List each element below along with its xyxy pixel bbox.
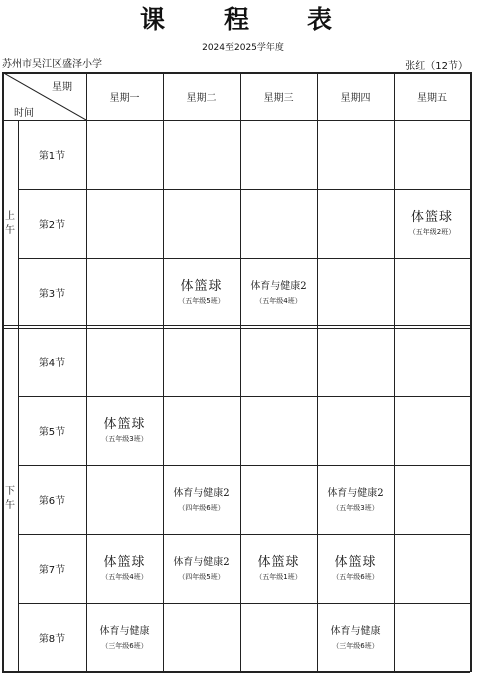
- lesson-class: （五年级4班）: [255, 297, 302, 305]
- lesson-cell: [163, 465, 240, 534]
- lesson-cell: [317, 534, 394, 603]
- empty-cell: [394, 258, 470, 327]
- lesson-cell: [86, 534, 163, 603]
- day-header: 星期二: [186, 92, 217, 104]
- period-label: 第6节: [38, 496, 66, 507]
- empty-cell: [240, 603, 317, 671]
- lesson-class: （五年级3班）: [101, 435, 148, 443]
- period-label: 第8节: [38, 633, 66, 645]
- empty-cell: [317, 258, 394, 327]
- lesson-subject: 体篮球: [257, 555, 300, 570]
- period-label: 第5节: [38, 427, 66, 438]
- lesson-cell: [163, 258, 240, 327]
- empty-cell: [394, 465, 470, 534]
- day-header: 星期五: [417, 92, 447, 104]
- lesson-cell: [163, 534, 240, 603]
- lesson-class: （五年级1班）: [255, 573, 302, 581]
- lesson-class: （五年级5班）: [178, 297, 225, 305]
- session-label-morning: 上 午: [5, 210, 15, 236]
- lesson-cell: [317, 603, 394, 671]
- title-char: 程: [224, 5, 251, 34]
- lesson-class: （五年级6班）: [332, 573, 379, 581]
- school-year: 2024至2025学年度: [202, 43, 284, 53]
- lesson-subject: 体育与健康2: [250, 281, 307, 292]
- lesson-subject: 体育与健康: [99, 625, 150, 637]
- empty-cell: [240, 189, 317, 258]
- empty-cell: [163, 603, 240, 671]
- corner-label-weekday: 星期: [52, 82, 72, 93]
- period-label: 第1节: [38, 151, 66, 162]
- lesson-class: （四年级6班）: [178, 504, 225, 512]
- day-header: 星期四: [340, 92, 371, 104]
- empty-cell: [317, 327, 394, 396]
- empty-cell: [317, 189, 394, 258]
- empty-cell: [163, 120, 240, 189]
- lesson-subject: 体篮球: [103, 555, 146, 570]
- empty-cell: [394, 534, 470, 603]
- lesson-subject: 体育与健康2: [327, 488, 384, 499]
- empty-cell: [86, 120, 163, 189]
- empty-cell: [86, 258, 163, 327]
- empty-cell: [240, 327, 317, 396]
- lesson-cell: [240, 258, 317, 327]
- lesson-class: （五年级3班）: [332, 504, 379, 512]
- empty-cell: [394, 603, 470, 671]
- empty-cell: [240, 396, 317, 465]
- lesson-cell: [240, 534, 317, 603]
- table-border-bottom: [2, 671, 470, 673]
- period-label: 第4节: [38, 358, 66, 369]
- lesson-subject: 体篮球: [103, 417, 146, 432]
- lesson-class: （三年级6班）: [332, 641, 379, 650]
- period-label: 第3节: [38, 289, 66, 300]
- period-label: 第7节: [38, 565, 66, 576]
- period-label: 第2节: [38, 220, 66, 231]
- empty-cell: [163, 189, 240, 258]
- lesson-subject: 体育与健康2: [173, 488, 230, 499]
- teacher-info: 张红（12节）: [405, 61, 468, 72]
- title-char: 课: [140, 5, 167, 34]
- title-char: 表: [307, 5, 334, 34]
- lesson-cell: [394, 189, 470, 258]
- lesson-subject: 体育与健康: [330, 625, 381, 637]
- lesson-subject: 体育与健康2: [173, 557, 230, 568]
- day-header: 星期三: [263, 92, 294, 104]
- session-label-afternoon: 下 午: [5, 486, 15, 511]
- lesson-cell: [86, 396, 163, 465]
- empty-cell: [86, 465, 163, 534]
- school-name: 苏州市吴江区盛泽小学: [2, 59, 102, 70]
- empty-cell: [317, 396, 394, 465]
- lesson-subject: 体篮球: [334, 555, 377, 570]
- empty-cell: [394, 327, 470, 396]
- empty-cell: [394, 120, 470, 189]
- empty-cell: [240, 120, 317, 189]
- lesson-subject: 体篮球: [410, 210, 453, 225]
- empty-cell: [163, 327, 240, 396]
- empty-cell: [394, 396, 470, 465]
- lesson-cell: [86, 603, 163, 671]
- empty-cell: [86, 189, 163, 258]
- lesson-cell: [317, 465, 394, 534]
- lesson-subject: 体篮球: [180, 279, 223, 294]
- empty-cell: [86, 327, 163, 396]
- lesson-class: （五年级4班）: [101, 573, 148, 581]
- empty-cell: [240, 465, 317, 534]
- empty-cell: [317, 120, 394, 189]
- table-border-right: [470, 72, 472, 672]
- day-header: 星期一: [109, 92, 140, 104]
- empty-cell: [163, 396, 240, 465]
- lesson-class: （四年级5班）: [178, 573, 225, 581]
- corner-label-time: 时间: [14, 108, 34, 119]
- lesson-class: （五年级2班）: [408, 228, 456, 236]
- lesson-class: （三年级6班）: [101, 641, 148, 650]
